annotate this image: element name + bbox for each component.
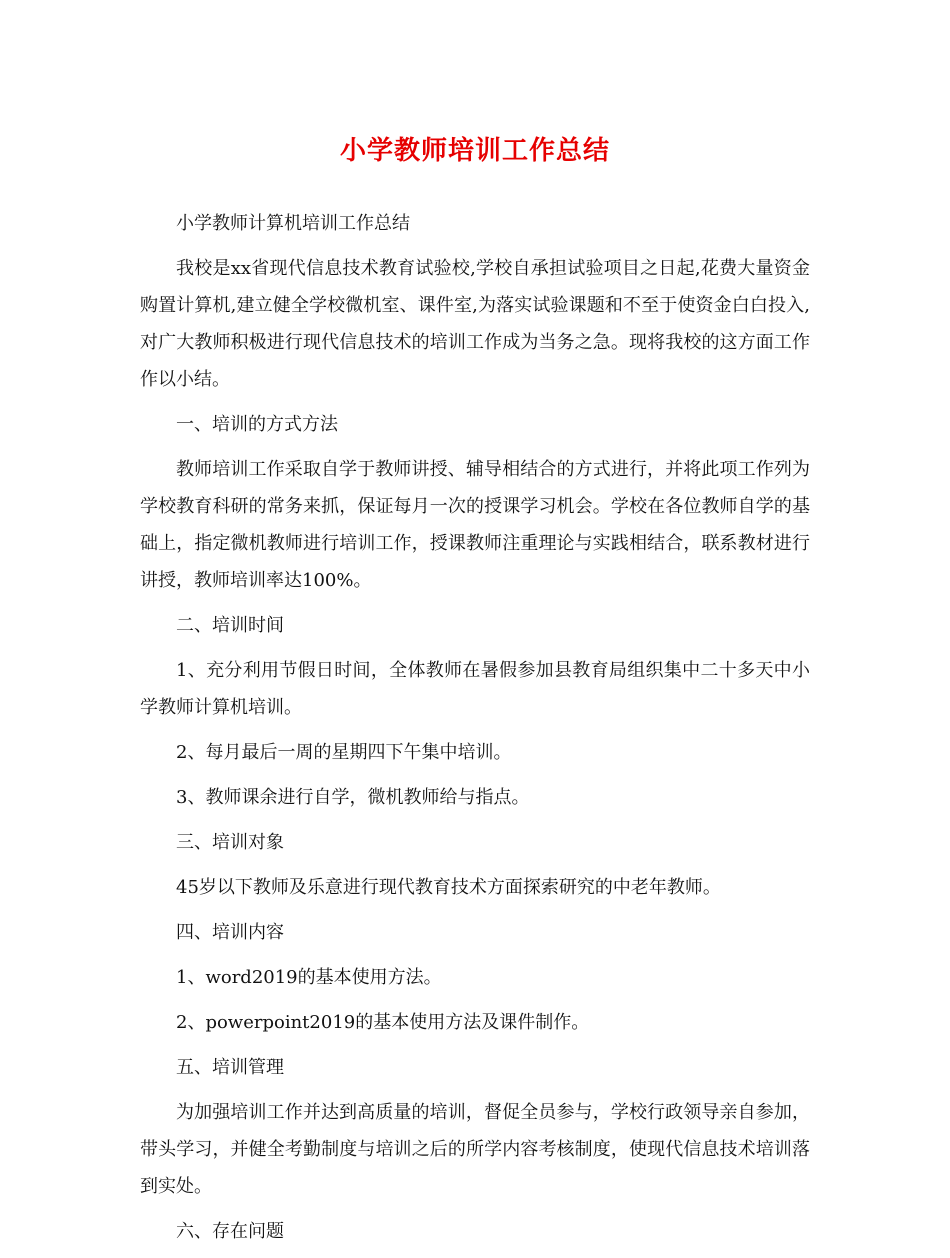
section-heading-management: 五、培训管理: [176, 1057, 284, 1078]
document-body: [140, 205, 810, 1258]
list-item-time-3: 3、教师课余进行自学，微机教师给与指点。: [176, 787, 530, 808]
paragraph-methods: 教师培训工作采取自学于教师讲授、辅导相结合的方式进行，并将此项工作列为学校教育科研的常务来抓，保证每月一次的授课学习机会。学校在各位教师自学的基础上，指定微机教师进行培训工作，授课教师注重理论与实践相结合，联系教材进行讲授，教师培训率达100%。: [140, 459, 810, 591]
section-heading-time: 二、培训时间: [176, 615, 284, 636]
section-heading-methods: 一、培训的方式方法: [176, 414, 338, 435]
paragraph-subtitle: 小学教师计算机培训工作总结: [176, 213, 410, 234]
document-title: 小学教师培训工作总结: [339, 136, 610, 166]
section-heading-audience: 三、培训对象: [176, 832, 284, 853]
list-item-time-1: 1、充分利用节假日时间，全体教师在暑假参加县教育局组织集中二十多天中小学教师计算机培训。: [140, 660, 810, 718]
paragraph-management: 为加强培训工作并达到高质量的培训，督促全员参与，学校行政领导亲自参加，带头学习，并健全考勤制度与培训之后的所学内容考核制度，使现代信息技术培训落到实处。: [140, 1102, 810, 1197]
list-item-content-2: 2、powerpoint2019的基本使用方法及课件制作。: [176, 1012, 590, 1033]
list-item-content-1: 1、word2019的基本使用方法。: [176, 967, 442, 988]
paragraph-audience: 45岁以下教师及乐意进行现代教育技术方面探索研究的中老年教师。: [176, 877, 721, 898]
section-heading-issues: 六、存在问题: [176, 1221, 284, 1242]
list-item-time-2: 2、每月最后一周的星期四下午集中培训。: [176, 742, 512, 763]
paragraph-intro: 我校是xx省现代信息技术教育试验校,学校自承担试验项目之日起,花费大量资金购置计算机,建立健全学校微机室、课件室,为落实试验课题和不至于使资金白白投入,对广大教师积极进行现代信息技术的培训工作成为当务之急。现将我校的这方面工作作以小结。: [140, 258, 810, 390]
section-heading-content: 四、培训内容: [176, 922, 284, 943]
